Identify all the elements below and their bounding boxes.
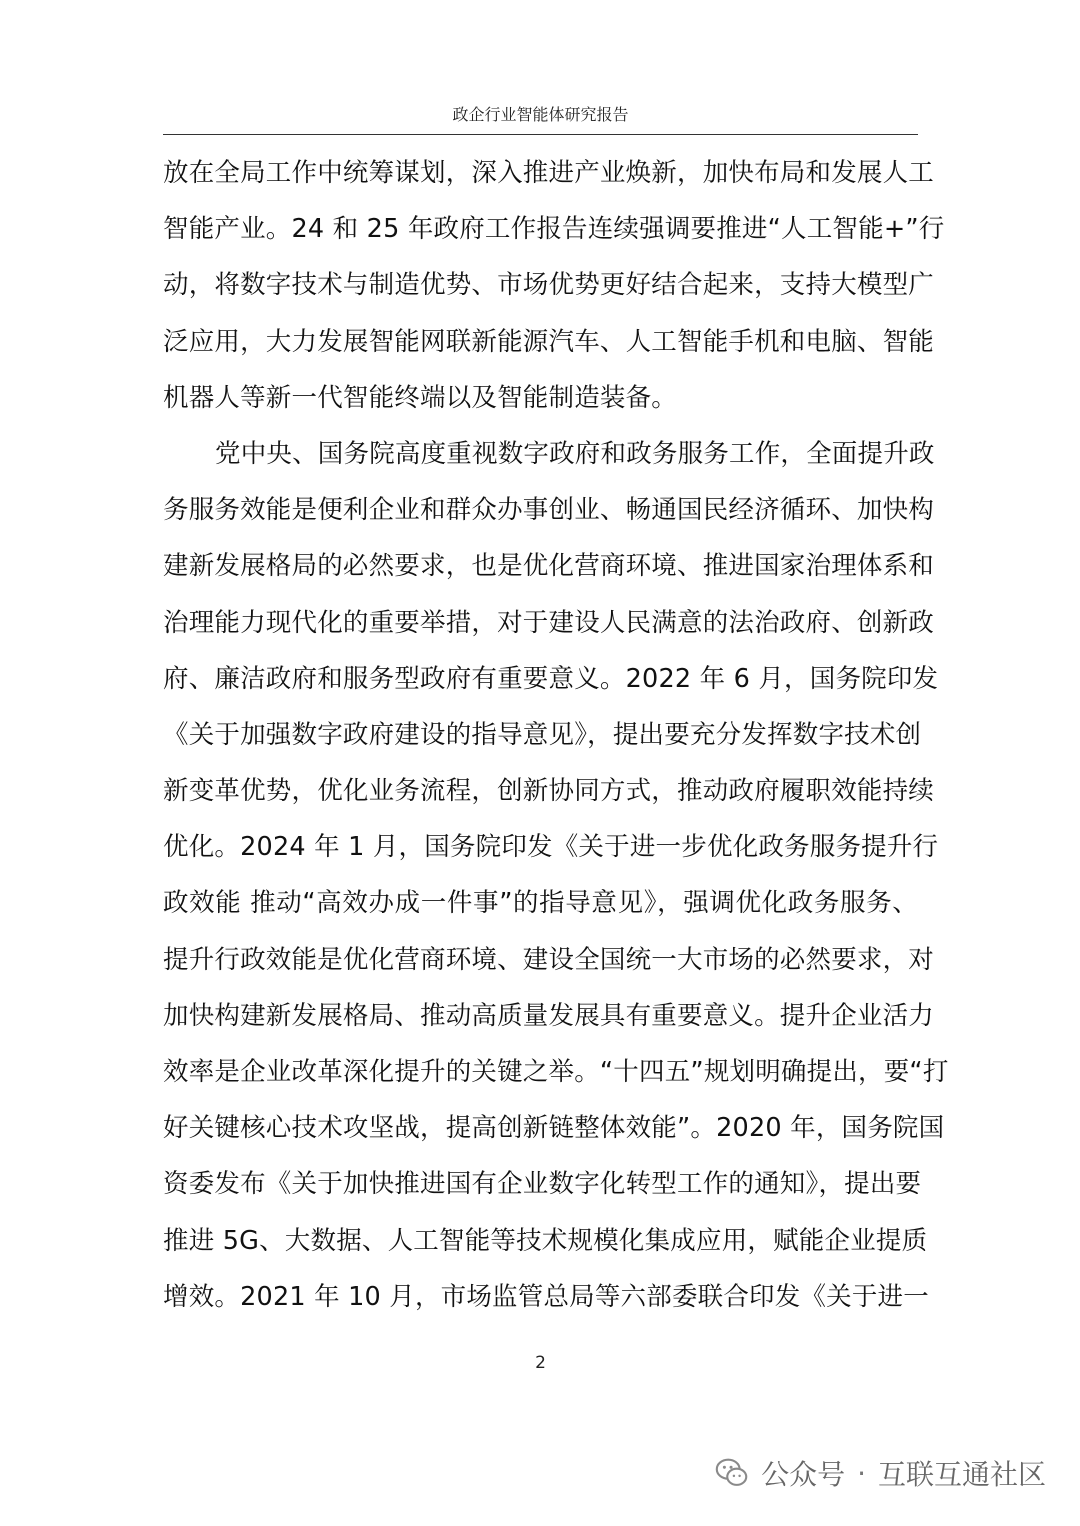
watermark-account: 互联互通社区 [877, 1458, 1046, 1491]
wechat-icon [713, 1454, 751, 1492]
page-number: 2 [535, 1353, 546, 1373]
text-line: 新变革优势，优化业务流程，创新协同方式，推动政府履职效能持续 [163, 776, 935, 807]
paragraph-first-line: 党中央、国务院高度重视数字政府和政务服务工作，全面提升政 [215, 438, 935, 469]
text-line: 府、廉洁政府和服务型政府有重要意义。2022 年 6 月，国务院印发 [163, 663, 939, 694]
text-line: 政效能 推动“高效办成一件事”的指导意见》，强调优化政务服务、 [163, 888, 918, 919]
text-line: 泛应用，大力发展智能网联新能源汽车、人工智能手机和电脑、智能 [163, 326, 935, 357]
text-line: 加快构建新发展格局、推动高质量发展具有重要意义。提升企业活力 [163, 1000, 935, 1031]
text-line: 好关键核心技术攻坚战，提高创新链整体效能”。2020 年，国务院国 [163, 1113, 945, 1144]
watermark-separator: · [857, 1456, 866, 1490]
watermark-label: 公众号 [761, 1458, 846, 1491]
text-line: 建新发展格局的必然要求，也是优化营商环境、推进国家治理体系和 [163, 551, 935, 582]
text-line: 效率是企业改革深化提升的关键之举。“十四五”规划明确提出，要“打 [163, 1057, 949, 1087]
text-line: 动，将数字技术与制造优势、市场优势更好结合起来，支持大模型广 [163, 270, 935, 301]
text-line: 推进 5G、大数据、人工智能等技术规模化集成应用，赋能企业提质 [163, 1225, 928, 1256]
text-line: 提升行政效能是优化营商环境、建设全国统一大市场的必然要求，对 [163, 944, 935, 975]
text-line: 治理能力现代化的重要举措，对于建设人民满意的法治政府、创新政 [163, 607, 935, 638]
text-line: 智能产业。24 和 25 年政府工作报告连续强调要推进“人工智能+”行 [163, 214, 945, 245]
text-line: 资委发布《关于加快推进国有企业数字化转型工作的通知》，提出要 [163, 1169, 922, 1200]
text-line: 优化。2024 年 1 月，国务院印发《关于进一步优化政务服务提升行 [163, 832, 939, 863]
text-line: 《关于加强数字政府建设的指导意见》，提出要充分发挥数字技术创 [163, 719, 922, 750]
page-header-title: 政企行业智能体研究报告 [452, 105, 629, 124]
wechat-watermark [713, 1453, 1046, 1493]
text-line: 放在全局工作中统筹谋划，深入推进产业焕新，加快布局和发展人工 [163, 158, 935, 188]
header-divider [163, 134, 918, 135]
text-line: 机器人等新一代智能终端以及智能制造装备。 [163, 382, 678, 413]
text-line: 增效。2021 年 10 月，市场监管总局等六部委联合印发《关于进一 [163, 1281, 929, 1312]
text-line: 务服务效能是便利企业和群众办事创业、畅通国民经济循环、加快构 [163, 495, 935, 526]
body-text [163, 145, 949, 1325]
